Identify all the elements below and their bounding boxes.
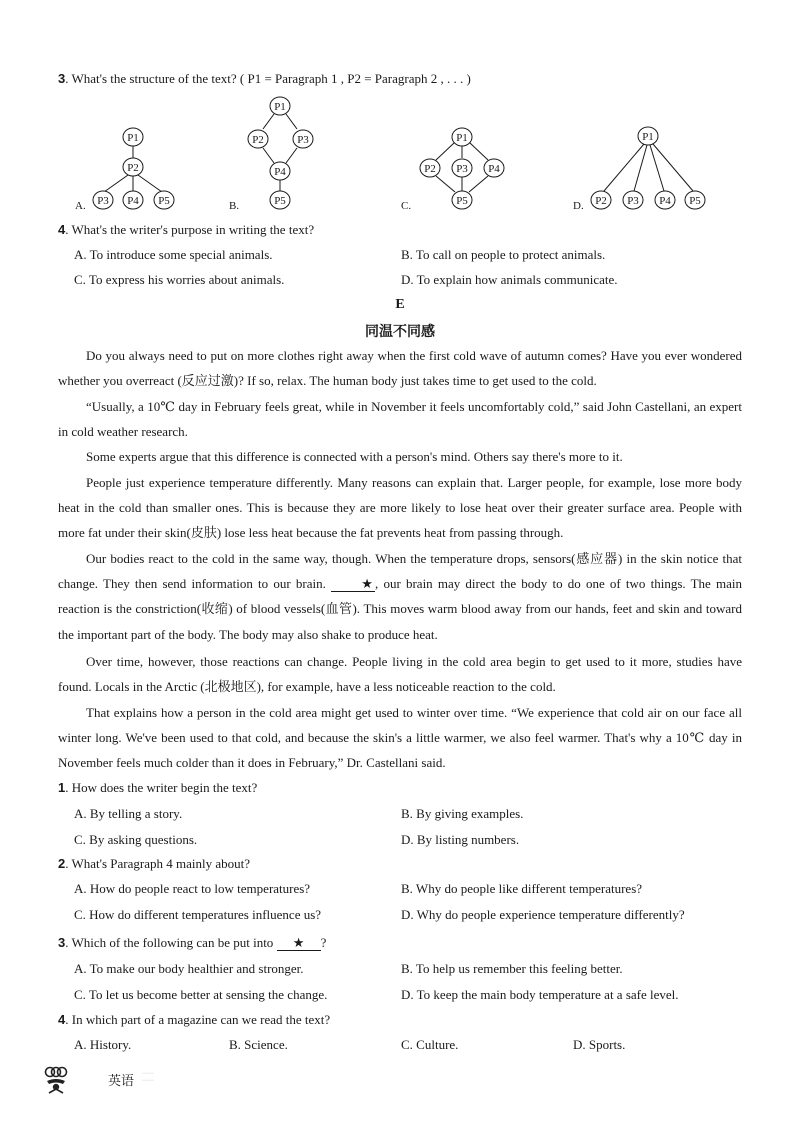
option-d: D. Sports. xyxy=(573,1037,626,1052)
option-b: B. To help us remember this feeling better. xyxy=(401,961,623,976)
node-label: P2 xyxy=(595,195,607,207)
section-letter: E xyxy=(395,297,405,312)
question-3 xyxy=(58,935,326,951)
question-3-structure xyxy=(58,71,471,87)
question-number: 3 xyxy=(58,935,66,950)
node-label: P4 xyxy=(488,163,500,175)
option-b: B. By giving examples. xyxy=(401,806,524,821)
paragraph-6: Over time, however, those reactions can change. People living in the cold area begin to get used to it more, studies have found. Locals in the Arctic (北极地区), for example, have a less noticeable reaction to the cold. xyxy=(58,654,742,695)
option-b: B. Why do people like different temperatures? xyxy=(401,881,643,896)
option-letter-b: B. xyxy=(229,200,240,212)
question-text: . Which of the following can be put into xyxy=(65,935,277,950)
option-d: D. Why do people experience temperature differently? xyxy=(401,907,685,922)
blank-star: ★ xyxy=(331,577,375,592)
paragraph-4: People just experience temperature differently. Many reasons can explain that. Larger people, for example, lose more body heat in the cold than smaller ones. This is because they are more likely to lose heat over their greater surface area. People with more fat under their skin(皮肤) lose less heat because the fat prevents heat from passing through. xyxy=(58,475,742,541)
node-label: P4 xyxy=(127,195,139,207)
node-label: P4 xyxy=(274,166,286,178)
node-label: P1 xyxy=(274,101,286,113)
paragraph-5 xyxy=(58,546,742,647)
question-number: 4 xyxy=(58,222,66,237)
option-a: A. History. xyxy=(74,1037,132,1052)
option-b: B. Science. xyxy=(229,1037,288,1052)
node-label: P5 xyxy=(456,195,468,207)
footer-subject: 英语 xyxy=(108,1073,135,1088)
node-label: P4 xyxy=(659,195,671,207)
node-label: P2 xyxy=(424,163,436,175)
option-b: B. To call on people to protect animals. xyxy=(401,247,606,262)
question-4 xyxy=(58,1012,330,1028)
node-label: P1 xyxy=(127,132,139,144)
node-label: P5 xyxy=(274,195,286,207)
section-title: 同温不同感 xyxy=(365,323,435,339)
option-c: C. How do different temperatures influence us? xyxy=(74,907,322,922)
paragraph-2: “Usually, a 10℃ day in February feels great, while in November it feels uncomfortably cold,” said John Castellani, an expert in cold weather research. xyxy=(58,399,742,440)
question-text: . What's the writer's purpose in writing the text? xyxy=(65,222,315,237)
option-a: A. By telling a story. xyxy=(74,806,183,821)
option-c: C. Culture. xyxy=(401,1037,459,1052)
paragraph-3: Some experts argue that this difference is connected with a person's mind. Others say there's more to it. xyxy=(86,449,623,464)
question-text-end: ? xyxy=(320,935,327,950)
paragraph-5-after: , our brain may direct the body to do one of two things. The main reaction is the constriction(收缩) of blood vessels(血管). This moves warm blood away from our hands, feet and skin and toward the important part of the body. The body may also shake to produce heat. xyxy=(58,576,742,642)
paragraph-7: That explains how a person in the cold area might get used to winter over time. “We experience that cold air on our face all winter long. We've been used to that cold, and because the skin's a little warmer, we also feel warmer. That's why a 10℃ day in November feels much colder than it does in February,” Dr. Castellani said. xyxy=(58,705,742,771)
node-label: P3 xyxy=(297,134,309,146)
node-label: P5 xyxy=(158,195,170,207)
option-c: C. By asking questions. xyxy=(74,832,198,847)
question-text: . How does the writer begin the text? xyxy=(65,780,258,795)
question-text: . What's Paragraph 4 mainly about? xyxy=(65,856,251,871)
question-2 xyxy=(58,856,250,872)
option-c: C. To express his worries about animals. xyxy=(74,272,285,287)
question-number: 2 xyxy=(58,856,66,871)
node-label: P3 xyxy=(627,195,639,207)
structure-diagrams xyxy=(0,90,800,220)
option-a: A. To introduce some special animals. xyxy=(74,247,273,262)
option-a: A. How do people react to low temperatures? xyxy=(74,881,311,896)
node-label: P1 xyxy=(642,131,654,143)
node-label: P2 xyxy=(127,162,139,174)
paragraph-5-before: Our bodies react to the cold in the same way, though. When the temperature drops, sensors(感应器) in the skin notice that change. They then send information to our brain. xyxy=(58,551,742,592)
question-1 xyxy=(58,780,257,796)
publisher-logo-icon xyxy=(44,1066,68,1094)
option-d: D. By listing numbers. xyxy=(401,832,520,847)
option-letter-a: A. xyxy=(75,200,86,212)
question-number: 4 xyxy=(58,1012,66,1027)
node-label: P5 xyxy=(689,195,701,207)
node-label: P2 xyxy=(252,134,264,146)
blank-star: ★ xyxy=(277,936,321,951)
node-label: P1 xyxy=(456,132,468,144)
option-a: A. To make our body healthier and stronger. xyxy=(74,961,304,976)
option-c: C. To let us become better at sensing the change. xyxy=(74,987,328,1002)
question-text: . What's the structure of the text? ( P1 = Paragraph 1 , P2 = Paragraph 2 , . . . ) xyxy=(65,71,471,86)
option-d: D. To explain how animals communicate. xyxy=(401,272,618,287)
option-letter-c: C. xyxy=(401,200,412,212)
option-letter-d: D. xyxy=(573,200,584,212)
question-text: . In which part of a magazine can we read the text? xyxy=(65,1012,331,1027)
option-d: D. To keep the main body temperature at a safe level. xyxy=(401,987,679,1002)
question-4-purpose xyxy=(58,222,314,238)
node-label: P3 xyxy=(456,163,468,175)
footer-decoration: ······ ······ xyxy=(142,1071,154,1084)
question-number: 3 xyxy=(58,71,66,86)
paragraph-1: Do you always need to put on more clothes right away when the first cold wave of autumn comes? Have you ever wondered whether you overreact (反应过激)? If so, relax. The human body just takes time to get used to the cold. xyxy=(58,348,742,389)
node-label: P3 xyxy=(97,195,109,207)
question-number: 1 xyxy=(58,780,66,795)
